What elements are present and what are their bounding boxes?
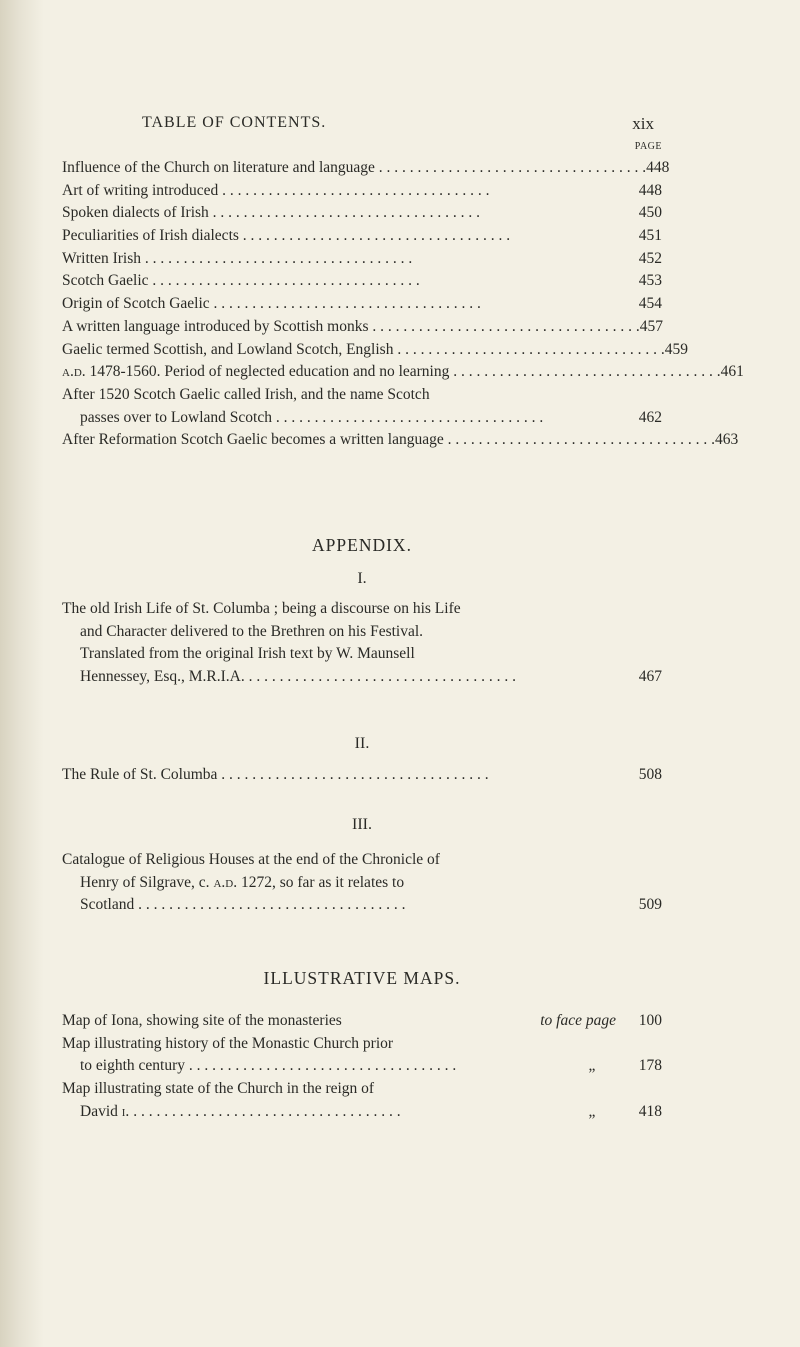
contents-entry — [62, 180, 662, 203]
regnal-number: i. — [121, 1102, 130, 1120]
appendix-line-text: Hennessey, Esq., M.R.I.A. . . . . . . . . . . . . . . . . . . . . . . . . . . . . . . . . . . . — [80, 668, 516, 686]
dot-leader: . . . . . . . . . . . . . . . . . . . . . . . . . . . . . . . . . . . — [393, 340, 665, 358]
entry-page: 459 — [664, 340, 688, 358]
maps-list — [62, 1010, 662, 1123]
appendix-line — [62, 666, 662, 689]
appendix-line — [62, 643, 662, 666]
contents-entry — [62, 361, 744, 384]
dot-leader: . . . . . . . . . . . . . . . . . . . . . . . . . . . . . . . . . . . — [368, 317, 640, 335]
appendix-line — [62, 621, 662, 644]
dot-leader: . . . . . . . . . . . . . . . . . . . . . . . . . . . . . . . . . . . — [449, 363, 721, 381]
entry-text: Influence of the Church on literature and language . . . . . . . . . . . . . . . . . . . . . . . . . . . . . . . . . . . — [62, 159, 647, 176]
entry-text-wrap — [62, 361, 721, 384]
map-line-text: David — [80, 1102, 118, 1120]
map-entry-continuation — [62, 1101, 662, 1124]
book-spine-shadow — [0, 0, 44, 1347]
entry-text: Origin of Scotch Gaelic . . . . . . . . . . . . . . . . . . . . . . . . . . . . . . . . . . . — [62, 295, 481, 313]
ditto-mark: „ — [588, 1102, 596, 1120]
map-entry — [62, 1078, 662, 1101]
appendix-line-text: 1272, so far as it relates to — [240, 873, 405, 891]
appendix-line-text: and Character delivered to the Brethren on his Festival. — [80, 622, 424, 640]
entry-page: 462 — [638, 408, 662, 426]
contents-entry — [62, 316, 662, 339]
dot-leader: . . . . . . . . . . . . . . . . . . . . . . . . . . . . . . . . . . . — [217, 766, 489, 783]
appendix-entry — [62, 849, 662, 917]
entry-text: After 1520 Scotch Gaelic called Irish, and the name Scotch — [62, 385, 430, 403]
map-page: 178 — [638, 1057, 662, 1075]
dot-leader: . . . . . . . . . . . . . . . . . . . . . . . . . . . . . . . . . . . — [134, 896, 406, 914]
appendix-line — [62, 764, 662, 787]
map-line-text: Map illustrating history of the Monastic Church prior — [62, 1034, 394, 1052]
maps-heading: ILLUSTRATIVE MAPS. — [263, 968, 461, 988]
appendix-page: 508 — [638, 766, 662, 783]
appendix-line-text: Henry of Silgrave, c. — [80, 873, 210, 891]
appendix-line-text: Translated from the original Irish text by W. Maunsell — [80, 645, 415, 663]
map-page: 100 — [638, 1012, 662, 1029]
entry-page: 448 — [646, 159, 670, 176]
appendix-numeral: I. — [357, 570, 367, 587]
dot-leader: . . . . . . . . . . . . . . . . . . . . . . . . . . . . . . . . . . . — [148, 272, 420, 290]
entry-text: Scotch Gaelic . . . . . . . . . . . . . . . . . . . . . . . . . . . . . . . . . . . — [62, 272, 420, 290]
contents-entry-continuation — [62, 407, 662, 430]
contents-entry — [62, 339, 688, 362]
appendix-entry — [62, 764, 662, 787]
dot-leader: . . . . . . . . . . . . . . . . . . . . . . . . . . . . . . . . . . . — [141, 249, 413, 267]
running-header — [62, 114, 662, 138]
dot-leader: . . . . . . . . . . . . . . . . . . . . . . . . . . . . . . . . . . . — [238, 227, 511, 245]
entry-page: 448 — [638, 181, 662, 199]
dot-leader: . . . . . . . . . . . . . . . . . . . . . . . . . . . . . . . . . . . — [244, 668, 516, 686]
entry-page: 451 — [638, 227, 662, 245]
appendix-line-text: The Rule of St. Columba . . . . . . . . . . . . . . . . . . . . . . . . . . . . . . . . . . . — [62, 766, 489, 783]
contents-entry — [62, 384, 662, 407]
entry-text: Peculiarities of Irish dialects . . . . . . . . . . . . . . . . . . . . . . . . . . . . . . . . . . . — [62, 227, 511, 245]
appendix-line-text: The old Irish Life of St. Columba ; being a discourse on his Life — [62, 600, 461, 617]
dot-leader: . . . . . . . . . . . . . . . . . . . . . . . . . . . . . . . . . . . — [185, 1057, 457, 1075]
appendix-line — [62, 872, 662, 895]
appendix-page: 509 — [638, 896, 662, 914]
appendix-numeral: III. — [352, 816, 372, 833]
header-title: TABLE OF CONTENTS. — [142, 114, 327, 131]
contents-entry — [62, 429, 739, 452]
contents-entry — [62, 293, 662, 316]
appendix-line — [62, 849, 662, 872]
appendix-entry — [62, 598, 662, 689]
entry-page: 453 — [638, 272, 662, 290]
map-line-text: Map of Iona, showing site of the monasteries — [62, 1012, 342, 1029]
entry-page: 452 — [638, 249, 662, 267]
contents-page — [62, 0, 744, 1347]
entry-text: Written Irish . . . . . . . . . . . . . . . . . . . . . . . . . . . . . . . . . . . — [62, 249, 413, 267]
entry-page: 461 — [720, 363, 744, 381]
appendix-line — [62, 598, 662, 621]
entry-text: Art of writing introduced . . . . . . . . . . . . . . . . . . . . . . . . . . . . . . . . . . . — [62, 181, 490, 199]
contents-entry — [62, 202, 662, 225]
map-entry-continuation — [62, 1055, 662, 1078]
dot-leader: . . . . . . . . . . . . . . . . . . . . . . . . . . . . . . . . . . . — [443, 431, 716, 449]
dot-leader: . . . . . . . . . . . . . . . . . . . . . . . . . . . . . . . . . . . — [374, 159, 647, 176]
map-line-wrap — [80, 1101, 562, 1124]
dot-leader: . . . . . . . . . . . . . . . . . . . . . . . . . . . . . . . . . . . — [272, 408, 544, 426]
map-line-text: Map illustrating state of the Church in the reign of — [62, 1080, 375, 1098]
entry-text: Spoken dialects of Irish . . . . . . . . . . . . . . . . . . . . . . . . . . . . . . . . . . . — [62, 204, 481, 222]
entry-text: After Reformation Scotch Gaelic becomes a written language . . . . . . . . . . . . . . . . . . . . . . . . . . . . . . . . . . . — [62, 431, 716, 449]
contents-entry — [62, 225, 662, 248]
appendix-line-text: Catalogue of Religious Houses at the end of the Chronicle of — [62, 851, 440, 868]
entry-text: 1478-1560. Period of neglected education and no learning — [89, 363, 450, 381]
dot-leader: . . . . . . . . . . . . . . . . . . . . . . . . . . . . . . . . . . . — [129, 1102, 401, 1120]
appendix-line — [62, 894, 662, 917]
entry-text: A written language introduced by Scottish monks . . . . . . . . . . . . . . . . . . . . . . . . . . . . . . . . . . . — [62, 317, 640, 335]
map-entry — [62, 1033, 662, 1056]
contents-entry — [62, 270, 662, 293]
contents-entry — [62, 248, 662, 271]
appendix-line-text: Scotland . . . . . . . . . . . . . . . . . . . . . . . . . . . . . . . . . . . — [80, 896, 406, 914]
header-page-number: xix — [632, 114, 654, 133]
appendix-line-wrap — [80, 872, 622, 895]
ditto-mark: „ — [588, 1057, 596, 1075]
entry-page: 450 — [638, 204, 662, 222]
dot-leader: . . . . . . . . . . . . . . . . . . . . . . . . . . . . . . . . . . . — [208, 204, 481, 222]
map-entry — [62, 1010, 662, 1033]
contents-entries — [62, 157, 744, 452]
appendix-page: 467 — [638, 668, 662, 686]
appendix-heading: APPENDIX. — [312, 535, 412, 555]
era-prefix: a.d. — [62, 363, 86, 381]
map-line-text: to eighth century . . . . . . . . . . . . . . . . . . . . . . . . . . . . . . . . . . . — [80, 1057, 457, 1075]
entry-continuation-text: passes over to Lowland Scotch . . . . . . . . . . . . . . . . . . . . . . . . . . . . . . . . . . . — [80, 408, 544, 426]
entry-page: 457 — [639, 317, 664, 335]
appendix-numeral: II. — [354, 735, 370, 752]
dot-leader: . . . . . . . . . . . . . . . . . . . . . . . . . . . . . . . . . . . — [209, 295, 481, 313]
era-prefix: a.d. — [213, 873, 238, 891]
map-page: 418 — [638, 1102, 662, 1120]
to-face-page-label: to face page — [540, 1012, 616, 1029]
entry-page: 463 — [715, 431, 739, 449]
page-column-label: PAGE — [634, 141, 662, 152]
entry-page: 454 — [638, 295, 662, 313]
contents-entry — [62, 157, 670, 180]
entry-text: Gaelic termed Scottish, and Lowland Scotch, English . . . . . . . . . . . . . . . . . . . . . . . . . . . . . . . . . . . — [62, 340, 665, 358]
dot-leader: . . . . . . . . . . . . . . . . . . . . . . . . . . . . . . . . . . . — [218, 181, 490, 199]
